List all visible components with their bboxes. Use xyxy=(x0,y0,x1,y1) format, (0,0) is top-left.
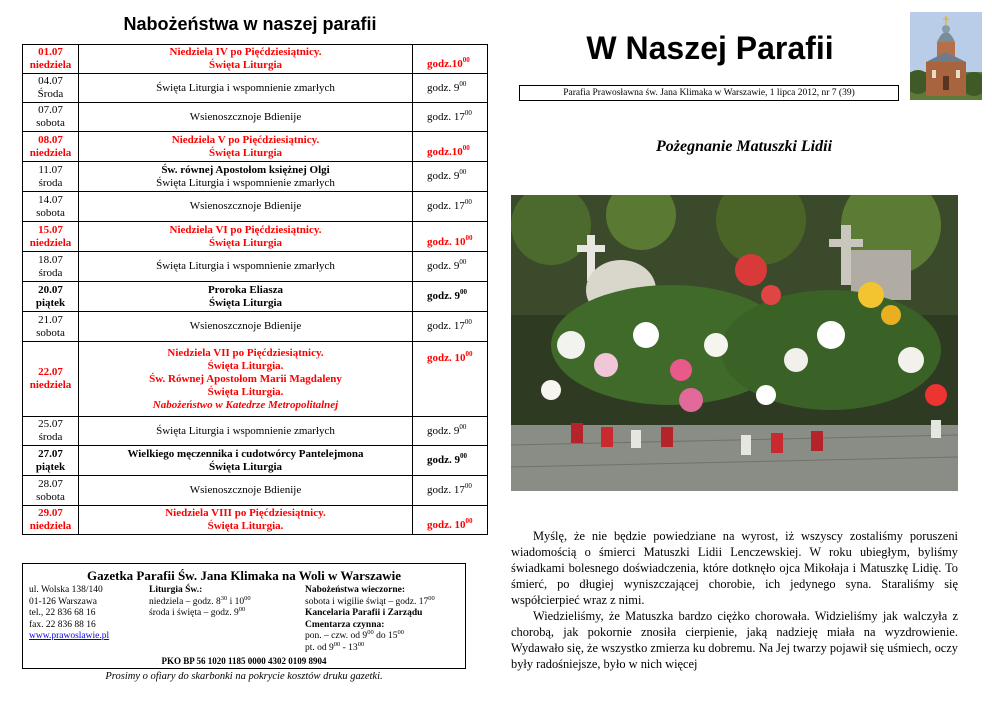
schedule-description-cell xyxy=(79,342,413,417)
grave-flowers-photo xyxy=(511,195,958,491)
office-heading: Kancelaria Parafii i Zarządu xyxy=(305,608,423,618)
schedule-time-minutes: 00 xyxy=(465,517,473,525)
schedule-time-cell xyxy=(413,162,488,192)
schedule-time-cell xyxy=(413,45,488,74)
schedule-description-line: Święta Liturgia xyxy=(208,460,283,473)
article-title: Pożegnanie Matuszki Lidii xyxy=(655,138,833,155)
schedule-time: godz. 17 xyxy=(427,320,465,332)
schedule-row xyxy=(23,222,488,252)
schedule-date-cell xyxy=(23,162,79,192)
schedule-description-line: Proroka Eliasza xyxy=(207,283,284,296)
schedule-time-minutes: 00 xyxy=(459,79,467,88)
schedule-description-line: Święta Liturgia i wspomnienie zmarłych xyxy=(156,260,335,272)
schedule-date: 14.07 xyxy=(38,193,63,206)
schedule-date-cell xyxy=(23,252,79,282)
schedule-day: środa xyxy=(38,266,63,279)
liturgy-sunday: niedziela – godz. $8^{30}$ i $10^{00}$ xyxy=(149,594,251,607)
schedule-description-line: Niedziela VII po Pięćdziesiątnicy. xyxy=(167,346,324,359)
schedule-time: godz. 17 xyxy=(427,110,465,123)
schedule-time: godz. 17 xyxy=(427,484,465,496)
schedule-time: godz. 10 xyxy=(427,352,466,364)
schedule-date-cell xyxy=(23,45,79,74)
schedule-date-cell xyxy=(23,446,79,476)
donation-note: Prosimy o ofiary do skarbonki na pokrycie kosztów druku gazetki. xyxy=(105,671,383,682)
church-image xyxy=(910,12,982,100)
schedule-time-minutes: 00 xyxy=(465,350,473,358)
services-title: Nabożeństwa w naszej parafii xyxy=(123,14,377,34)
schedule-row xyxy=(23,132,488,162)
schedule-time: godz. 9 xyxy=(427,260,460,272)
schedule-note: Nabożeństwo w Katedrze Metropolitalnej xyxy=(152,398,339,411)
schedule-row xyxy=(23,74,488,103)
schedule-time: godz. 9 xyxy=(427,424,460,437)
schedule-date-cell xyxy=(23,282,79,312)
schedule-day: środa xyxy=(38,431,63,443)
schedule-time: godz. 10 xyxy=(427,236,466,248)
schedule-description-cell xyxy=(79,282,413,312)
schedule-time: godz. 9 xyxy=(427,81,460,94)
schedule-time: godz.10 xyxy=(427,146,463,158)
schedule-time-cell xyxy=(413,417,488,446)
schedule-time-cell xyxy=(413,282,488,312)
schedule-description-cell xyxy=(79,192,413,222)
schedule-description-line: Wsienoszcznoje Bdienije xyxy=(189,200,302,212)
schedule-time-minutes: 00 xyxy=(460,452,467,460)
schedule-date: 08.07 xyxy=(38,133,63,146)
schedule-time-minutes: 00 xyxy=(462,56,470,64)
schedule-day: sobota xyxy=(36,117,65,129)
schedule-day: niedziela xyxy=(29,146,72,159)
schedule-description-cell xyxy=(79,103,413,132)
schedule-date-cell xyxy=(23,222,79,252)
schedule-time-minutes: 00 xyxy=(459,258,467,266)
office-hours xyxy=(305,585,465,654)
schedule-row xyxy=(23,312,488,342)
schedule-date: 04.07 xyxy=(38,75,63,87)
schedule-time-cell xyxy=(413,446,488,476)
evening-heading: Nabożeństwa wieczorne: xyxy=(305,585,405,595)
schedule-time-cell xyxy=(413,192,488,222)
schedule-date-cell xyxy=(23,417,79,446)
schedule-day: Środa xyxy=(37,88,64,100)
schedule-description-line: Święta Liturgia. xyxy=(207,520,284,532)
liturgy-heading: Liturgia Św.: xyxy=(149,585,203,595)
fax-line: fax. 22 836 88 16 xyxy=(29,619,96,630)
schedule-description-line: Wielkiego męczennika i cudotwórcy Pantelejmona xyxy=(127,447,364,460)
schedule-date: 07.07 xyxy=(38,104,63,116)
website-link[interactable]: www.prawoslawie.pl xyxy=(29,631,110,641)
phone-line: tel., 22 836 68 16 xyxy=(29,608,96,618)
schedule-description-cell xyxy=(79,476,413,506)
schedule-description-line: Święta Liturgia i wspomnienie zmarłych xyxy=(156,81,335,94)
schedule-date-cell xyxy=(23,74,79,103)
schedule-time-cell xyxy=(413,103,488,132)
schedule-description-line: Wsienoszcznoje Bdienije xyxy=(189,110,302,123)
schedule-description-line: Święta Liturgia xyxy=(208,296,283,309)
schedule-row xyxy=(23,103,488,132)
schedule-date-cell xyxy=(23,103,79,132)
schedule-day: sobota xyxy=(36,490,65,503)
schedule-description-cell xyxy=(79,417,413,446)
schedule-time-cell xyxy=(413,132,488,162)
schedule-date-cell xyxy=(23,342,79,417)
schedule-description-line: Wsienoszcznoje Bdienije xyxy=(189,320,302,332)
schedule-row xyxy=(23,282,488,312)
address-line: 01-126 Warszawa xyxy=(29,596,97,607)
schedule-description-cell xyxy=(79,45,413,74)
schedule-time-minutes: 00 xyxy=(462,144,470,152)
schedule-date-cell xyxy=(23,312,79,342)
liturgy-weekday: środa i święta – godz. $9^{00}$ xyxy=(149,606,246,618)
schedule-date: 22.07 xyxy=(38,366,63,378)
schedule-time-minutes: 00 xyxy=(464,198,472,206)
schedule-row xyxy=(23,45,488,74)
schedule-time-cell xyxy=(413,252,488,282)
article-paragraph: Wiedzieliśmy, że Matuszka bardzo ciężko chorowała. Widzieliśmy jak walczyła z chorobą, jak pokornie znosiła cierpienie, jaką nadzieję miała na wyzdrowienie. Wydawało się, że wszystko zmierza ku dobremu. Na Jej twarzy pojawił się uśmiech, oczy były radośniejsze, było w nich więcej xyxy=(511,609,958,671)
schedule-row xyxy=(23,417,488,446)
schedule-row xyxy=(23,252,488,282)
schedule-day: niedziela xyxy=(29,236,72,249)
schedule-description-cell xyxy=(79,162,413,192)
office-hours-weekdays: pon. – czw. od $9^{00}$ do $15^{00}$ xyxy=(305,629,404,641)
schedule-time-cell xyxy=(413,476,488,506)
bulletin-title: Gazetka Parafii Św. Jana Klimaka na Woli w Warszawie xyxy=(86,568,402,583)
schedule-description-line: Święta Liturgia xyxy=(208,236,283,249)
schedule-row xyxy=(23,506,488,535)
article-paragraph: Myślę, że nie będzie powiedziane na wyrost, iż wszyscy zostaliśmy poruszeni wiadomością o śmierci Matuszki Lidii Lenczewskiej. W roku ubiegłym, byliśmy świadkami bolesnego doświadczenia, które dotknęło ojca Mikołaja i Matuszkę Lidię. To śmierć, po długiej wyniszczającej chorobie, ich jedynego syna. Staraliśmy się współcierpieć wraz z nimi. xyxy=(511,529,958,607)
schedule-description-line: Niedziela VIII po Pięćdziesiątnicy. xyxy=(165,507,326,519)
schedule-description-line: Niedziela IV po Pięćdziesiątnicy. xyxy=(169,46,322,58)
schedule-description-line: Niedziela VI po Pięćdziesiątnicy. xyxy=(169,223,322,236)
schedule-time: godz. 10 xyxy=(427,519,466,531)
schedule-date: 29.07 xyxy=(38,507,63,519)
schedule-day: niedziela xyxy=(29,520,72,532)
issue-info: Parafia Prawosławna św. Jana Klimaka w Warszawie, 1 lipca 2012, nr 7 (39) xyxy=(519,85,899,101)
schedule-row xyxy=(23,162,488,192)
schedule-time-minutes: 00 xyxy=(464,482,472,490)
schedule-time-minutes: 00 xyxy=(464,108,472,117)
schedule-date: 21.07 xyxy=(38,313,63,326)
schedule-description-line: Niedziela V po Pięćdziesiątnicy. xyxy=(171,133,320,146)
schedule-description-line: Święta Liturgia i wspomnienie zmarłych xyxy=(156,176,335,189)
schedule-day: sobota xyxy=(36,326,65,339)
schedule-time-cell xyxy=(413,506,488,535)
schedule-date: 18.07 xyxy=(38,253,63,266)
schedule-description-line: Św. Równej Apostołom Marii Magdaleny xyxy=(149,372,342,385)
parish-address xyxy=(29,585,149,643)
schedule-description-line: Święta Liturgia. xyxy=(207,385,284,398)
schedule-description-cell xyxy=(79,132,413,162)
article-body xyxy=(511,528,958,672)
schedule-date: 27.07 xyxy=(38,447,63,460)
schedule-description-line: Wsienoszcznoje Bdienije xyxy=(189,484,302,496)
schedule-date: 20.07 xyxy=(38,283,63,296)
schedule-description-cell xyxy=(79,252,413,282)
schedule-description-line: Święta Liturgia xyxy=(208,146,283,159)
schedule-date-cell xyxy=(23,132,79,162)
bank-account: PKO BP 56 1020 1185 0000 4302 0109 8904 xyxy=(161,656,327,666)
schedule-time-minutes: 00 xyxy=(465,234,473,242)
schedule-description-cell xyxy=(79,506,413,535)
newsletter-title: W Naszej Parafii xyxy=(586,30,834,66)
schedule-time-minutes: 00 xyxy=(459,168,467,176)
schedule-time-cell xyxy=(413,312,488,342)
schedule-day: niedziela xyxy=(29,379,72,391)
schedule-description-cell xyxy=(79,312,413,342)
cemetery-heading: Cmentarza czynna: xyxy=(305,619,385,630)
schedule-time-minutes: 00 xyxy=(464,318,472,326)
schedule-description-cell xyxy=(79,74,413,103)
schedule-time-cell xyxy=(413,74,488,103)
schedule-day: sobota xyxy=(36,206,65,219)
schedule-date: 28.07 xyxy=(38,477,63,490)
schedule-time-cell xyxy=(413,342,488,417)
schedule-row xyxy=(23,342,488,417)
schedule-time-minutes: 00 xyxy=(460,288,467,296)
schedule-day: środa xyxy=(38,176,63,189)
liturgy-hours xyxy=(149,585,299,620)
schedule-description-cell xyxy=(79,446,413,476)
schedule-row xyxy=(23,446,488,476)
schedule-day: niedziela xyxy=(29,59,72,71)
office-hours-friday: pt. od $9^{00} - 13^{00}$ xyxy=(305,640,365,653)
schedule-description-line: Święta Liturgia xyxy=(208,59,283,71)
schedule-time: godz.10 xyxy=(427,58,463,70)
schedule-row xyxy=(23,476,488,506)
services-schedule-table xyxy=(22,44,488,535)
address-line: ul. Wolska 138/140 xyxy=(29,585,103,595)
schedule-day: piątek xyxy=(35,296,66,309)
schedule-date: 15.07 xyxy=(38,223,63,236)
schedule-date-cell xyxy=(23,192,79,222)
schedule-date: 11.07 xyxy=(38,163,63,176)
schedule-time-cell xyxy=(413,222,488,252)
schedule-time: godz. 9 xyxy=(427,170,460,182)
bulletin-box xyxy=(22,563,466,669)
schedule-description-line: Św. równej Apostołom księżnej Olgi xyxy=(161,163,330,176)
schedule-day: piątek xyxy=(35,460,66,473)
schedule-time-minutes: 00 xyxy=(459,422,467,431)
schedule-description-line: Święta Liturgia. xyxy=(207,359,284,372)
schedule-date: 01.07 xyxy=(38,46,63,58)
schedule-description-line: Święta Liturgia i wspomnienie zmarłych xyxy=(156,424,335,437)
schedule-time: godz. 9 xyxy=(427,454,460,466)
schedule-description-cell xyxy=(79,222,413,252)
schedule-date-cell xyxy=(23,476,79,506)
schedule-date: 25.07 xyxy=(38,418,63,430)
schedule-date-cell xyxy=(23,506,79,535)
schedule-time: godz. 9 xyxy=(427,290,460,302)
evening-hours: sobota i wigilie świąt – godz. $17^{00}$ xyxy=(305,594,435,607)
schedule-row xyxy=(23,192,488,222)
schedule-time: godz. 17 xyxy=(427,200,465,212)
